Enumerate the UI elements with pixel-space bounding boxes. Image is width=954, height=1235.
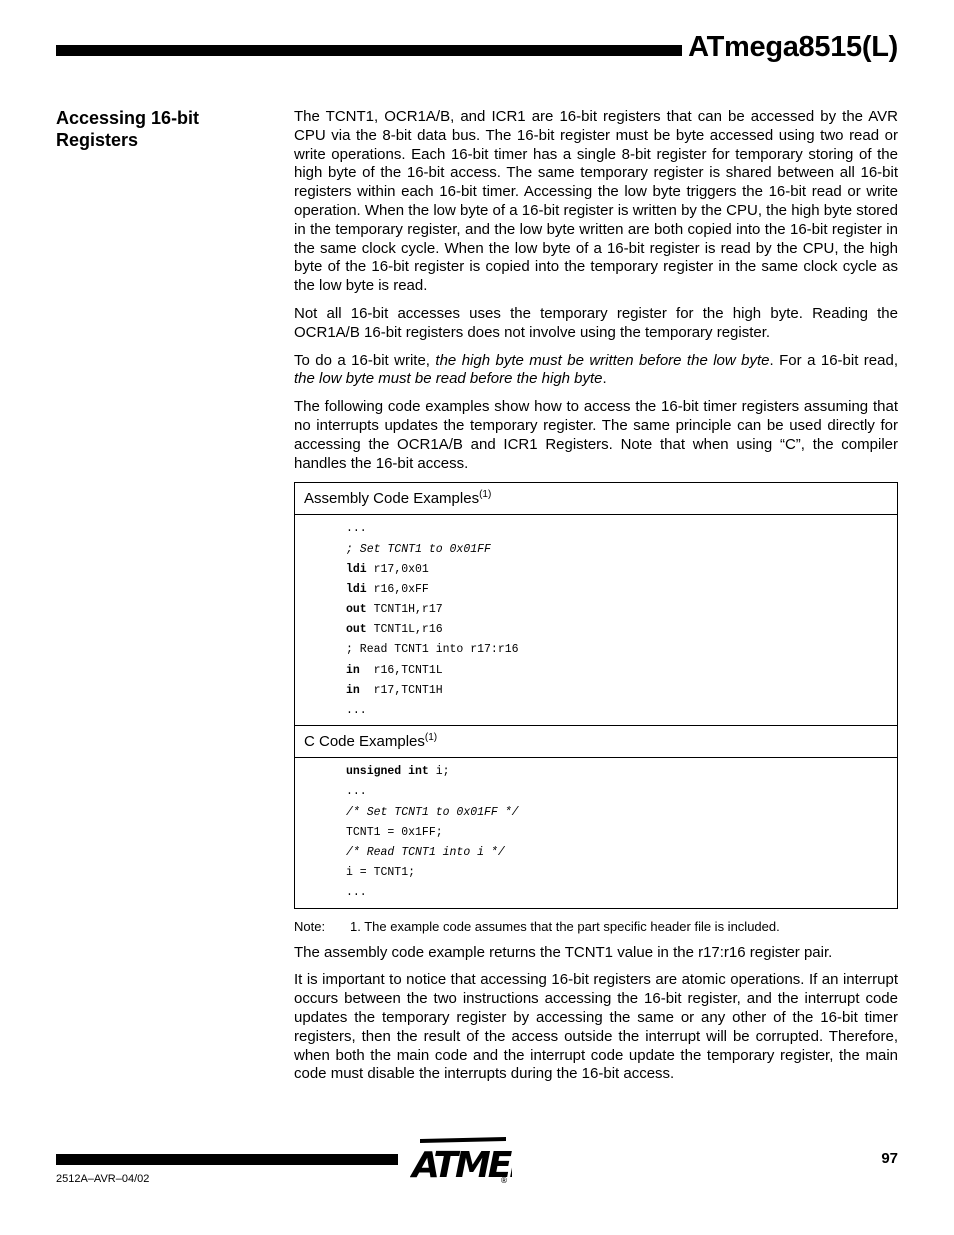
assembly-code-block xyxy=(295,515,897,725)
c-code-line xyxy=(346,863,897,883)
asm-code-line xyxy=(346,620,897,640)
logo-text: ATME xyxy=(412,1145,510,1185)
code-text: r16,TCNT1L xyxy=(359,663,443,677)
code-comment: ; Set TCNT1 to 0x01FF xyxy=(346,542,491,556)
paragraph-temporary-register: Not all 16-bit accesses uses the temporary register for the high byte. Reading the OCR1A/B 16-bit registers does not involve using the temporary register. xyxy=(294,304,898,341)
c-code-line xyxy=(346,823,897,843)
c-code-title: C Code Examples xyxy=(304,733,425,751)
code-examples-box xyxy=(294,482,898,908)
code-text: i = TCNT1; xyxy=(346,866,416,880)
order-text-2: . For a 16-bit read, xyxy=(769,351,898,369)
asm-code-line xyxy=(346,540,897,560)
paragraph-assembly-result: The assembly code example returns the TCNT1 value in the r17:r16 register pair. xyxy=(294,943,833,961)
c-code-block xyxy=(295,758,897,907)
paragraph-intro: The TCNT1, OCR1A/B, and ICR1 are 16-bit registers that can be accessed by the AVR CPU via the 8-bit data bus. The 16-bit register must be byte accessed using two read or write operations. Each 16-bit timer has a single 8-bit register for temporary storing of the high byte of the 16-bit access. The same temporary register is shared between all 16-bit registers within each 16-bit timer. Accessing the low byte triggers the 16-bit read or write operation. When the low byte of a 16-bit register is written by the CPU, the high byte stored in the temporary register, and the low byte written are both copied into the 16-bit register in the same clock cycle. When the low byte of a 16-bit register is read by the CPU, the high byte of the 16-bit register is copied into the temporary register in the same clock cycle as the low byte is read. xyxy=(294,108,898,295)
paragraph-code-intro: The following code examples show how to access the 16-bit timer registers assuming that no interrupts updates the temporary register. The same principle can be used directly for accessing the OCR1A/B and ICR1 Registers. Note that when using “C”, the compiler handles the 16-bit access. xyxy=(294,398,898,472)
header-rule xyxy=(56,45,682,56)
asm-code-line xyxy=(346,600,897,620)
code-keyword: in xyxy=(346,683,360,697)
section-title: Accessing 16-bit Registers xyxy=(56,108,200,150)
footer-rule xyxy=(56,1154,398,1165)
assembly-code-header xyxy=(295,483,897,515)
code-keyword: in xyxy=(346,663,360,677)
code-text: TCNT1 = 0x1FF; xyxy=(346,825,443,839)
asm-code-line xyxy=(346,560,897,580)
c-code-line xyxy=(346,782,897,802)
asm-code-line xyxy=(346,640,897,660)
code-text: TCNT1H,r17 xyxy=(366,603,443,617)
code-text: r17,0x01 xyxy=(366,562,429,576)
c-code-line xyxy=(346,803,897,823)
code-text: i; xyxy=(428,765,450,779)
note-text: 1. The example code assumes that the part specific header file is included. xyxy=(350,918,780,934)
note-label: Note: xyxy=(294,918,326,934)
body-text xyxy=(294,108,898,1093)
c-code-line xyxy=(346,843,897,863)
code-comment: /* Set TCNT1 to 0x01FF */ xyxy=(346,805,519,819)
paragraph-order xyxy=(294,352,898,390)
logo-registered-mark: ® xyxy=(500,1176,508,1185)
c-code-line xyxy=(346,762,897,782)
code-text: ; Read TCNT1 into r17:r16 xyxy=(346,643,519,657)
c-footnote-ref: (1) xyxy=(424,732,438,744)
document-code: 2512A–AVR–04/02 xyxy=(56,1173,150,1185)
asm-code-line xyxy=(346,519,897,539)
order-read-rule: the low byte must be read before the high byte xyxy=(294,370,603,388)
c-code-header xyxy=(295,725,897,758)
assembly-footnote-ref: (1) xyxy=(479,489,492,501)
footnote xyxy=(294,918,898,936)
code-keyword: ldi xyxy=(346,582,367,596)
order-text-3: . xyxy=(602,370,607,388)
asm-code-line xyxy=(346,580,897,600)
asm-code-line xyxy=(346,681,897,701)
paragraph-atomic: It is important to notice that accessing 16-bit registers are atomic operations. If an interrupt occurs between the two instructions accessing the 16-bit register, and the interrupt code updates the temporary register by accessing the same or any other of the 16-bit timer registers, then the result of the access outside the interrupt will be corrupted. Therefore, when both the main code and the interrupt code update the temporary register, the main code must disable the interrupts during the 16-bit access. xyxy=(294,971,898,1083)
page-number: 97 xyxy=(881,1150,898,1167)
code-keyword: out xyxy=(346,623,367,637)
code-keyword: out xyxy=(346,603,367,617)
asm-code-line xyxy=(346,661,897,681)
code-keyword: ldi xyxy=(346,562,367,576)
code-text: r16,0xFF xyxy=(366,582,429,596)
code-text: ... xyxy=(346,704,367,718)
code-text: ... xyxy=(346,886,367,900)
code-keyword: unsigned int xyxy=(346,765,429,779)
code-text: TCNT1L,r16 xyxy=(366,623,443,637)
atmel-logo xyxy=(410,1133,512,1190)
code-text: ... xyxy=(346,785,367,799)
order-write-rule: the high byte must be written before the low byte xyxy=(435,351,770,369)
order-text-1: To do a 16-bit write, xyxy=(294,351,436,369)
code-text: ... xyxy=(346,522,367,536)
assembly-code-title: Assembly Code Examples xyxy=(304,490,480,508)
asm-code-line xyxy=(346,701,897,721)
code-comment: /* Read TCNT1 into i */ xyxy=(346,845,505,859)
code-text: r17,TCNT1H xyxy=(359,683,443,697)
document-title: ATmega8515(L) xyxy=(688,31,898,63)
c-code-line xyxy=(346,883,897,903)
